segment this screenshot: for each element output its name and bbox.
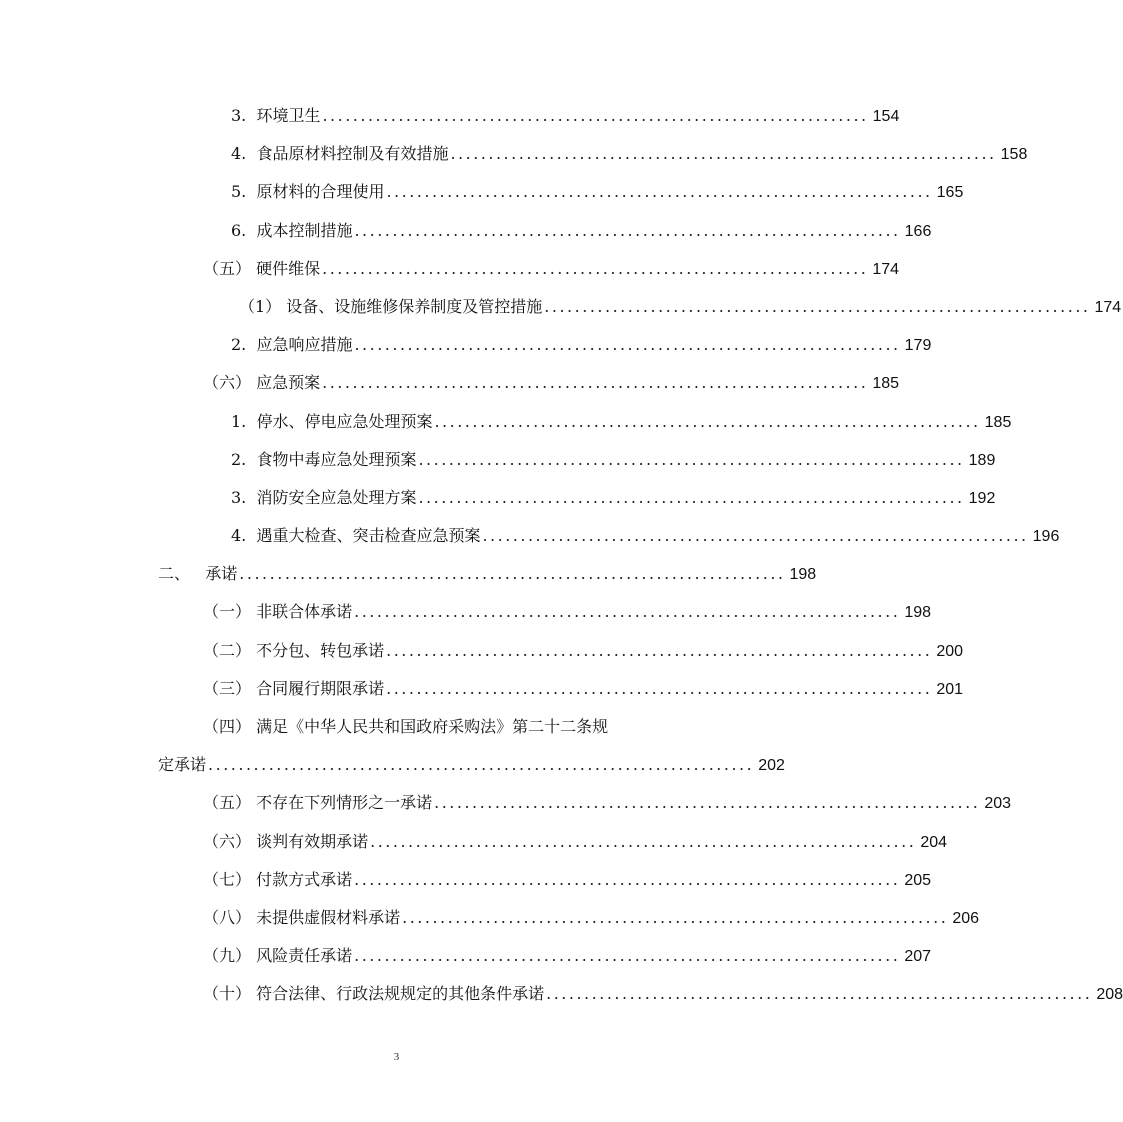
toc-entry[interactable] (0, 937, 932, 975)
toc-line[interactable] (203, 640, 964, 663)
toc-leader-dots: ........................................................................ (544, 296, 1091, 316)
toc-title: 停水、停电应急处理预案 (256, 411, 433, 431)
toc-line[interactable] (203, 907, 980, 930)
toc-number: 3. (231, 487, 247, 507)
toc-line[interactable] (203, 869, 932, 892)
toc-page-number: 203 (984, 795, 1012, 813)
toc-number: （六） (203, 831, 252, 851)
toc-number: （九） (203, 946, 252, 966)
toc-number: 4. (231, 144, 247, 164)
toc-leader-dots: ........................................................................ (434, 411, 981, 431)
toc-title: 食品原材料控制及有效措施 (256, 144, 449, 164)
toc-entry[interactable] (0, 670, 964, 708)
toc-page-number: 207 (904, 948, 932, 966)
toc-page-number: 174 (1094, 298, 1122, 316)
toc-title: 满足《中华人民共和国政府采购法》第二十二条规 (256, 717, 609, 736)
toc-leader-dots: ........................................................................ (434, 793, 981, 813)
toc-page-number: 202 (758, 757, 785, 775)
toc-leader-dots: ........................................................................ (239, 564, 786, 584)
toc-entry[interactable] (0, 250, 900, 288)
toc-leader-dots: ........................................................................ (354, 869, 901, 889)
toc-entry[interactable] (0, 479, 996, 517)
toc-entry[interactable] (0, 517, 1060, 555)
toc-page-number: 174 (872, 260, 900, 278)
table-of-contents (0, 97, 1123, 1014)
toc-number: （五） (203, 258, 252, 278)
toc-entry[interactable] (0, 823, 948, 861)
toc-leader-dots: ........................................................................ (546, 984, 1093, 1004)
toc-title: 谈判有效期承诺 (256, 831, 369, 851)
toc-page-number: 205 (904, 871, 932, 889)
toc-entry[interactable] (0, 364, 900, 402)
toc-leader-dots: ........................................................................ (322, 373, 869, 393)
toc-line[interactable] (203, 945, 932, 968)
toc-page-number: 185 (984, 413, 1012, 431)
toc-leader-dots: ........................................................................ (322, 106, 869, 125)
toc-line[interactable] (231, 411, 1012, 434)
toc-number: （五） (203, 793, 252, 813)
toc-entry[interactable] (0, 555, 817, 593)
toc-page-number: 201 (936, 680, 964, 698)
toc-page-number: 204 (920, 833, 948, 851)
toc-title: 硬件维保 (256, 258, 321, 278)
toc-title: 设备、设施维修保养制度及管控措施 (286, 296, 543, 316)
toc-title: 应急响应措施 (256, 335, 353, 355)
toc-entry[interactable] (0, 403, 1012, 441)
toc-number: 5. (231, 182, 247, 202)
toc-line[interactable] (203, 792, 1012, 815)
toc-number: （六） (203, 373, 252, 393)
toc-title: 原材料的合理使用 (256, 182, 385, 202)
toc-title: 消防安全应急处理方案 (256, 487, 417, 507)
toc-leader-dots: ........................................................................ (402, 907, 949, 927)
toc-number: 二、 (158, 564, 191, 584)
toc-page-number: 200 (936, 642, 964, 660)
toc-title: 应急预案 (256, 373, 321, 393)
toc-entry[interactable] (0, 861, 932, 899)
toc-leader-dots: ........................................................................ (418, 487, 965, 507)
toc-page-number: 198 (904, 604, 932, 622)
toc-leader-dots: ........................................................................ (418, 449, 965, 469)
toc-title: 付款方式承诺 (256, 869, 353, 889)
toc-page-number: 189 (968, 451, 996, 469)
toc-page-number: 192 (968, 489, 996, 507)
toc-title: 非联合体承诺 (256, 602, 353, 622)
toc-line[interactable] (203, 678, 964, 701)
toc-page-number: 198 (789, 566, 817, 584)
toc-leader-dots: ........................................................................ (354, 335, 901, 355)
toc-title: 不存在下列情形之一承诺 (256, 793, 433, 813)
toc-number: （一） (203, 602, 252, 622)
toc-leader-dots: ........................................................................ (354, 220, 901, 240)
toc-title: 环境卫生 (256, 106, 321, 125)
toc-number: （八） (203, 907, 252, 927)
toc-line[interactable] (203, 831, 948, 854)
toc-entry[interactable] (0, 326, 932, 364)
toc-title: 不分包、转包承诺 (256, 640, 385, 660)
toc-number: 1. (231, 411, 247, 431)
toc-entry[interactable] (0, 593, 932, 631)
toc-number: （四） (203, 717, 252, 736)
toc-title: 未提供虚假材料承诺 (256, 907, 401, 927)
toc-leader-dots: ........................................................................ (354, 602, 901, 622)
toc-entry[interactable] (0, 135, 1028, 173)
toc-line[interactable] (203, 372, 900, 395)
toc-number: 3. (231, 106, 247, 125)
toc-leader-dots: ........................................................................ (322, 258, 869, 278)
toc-title: 承诺 (205, 564, 238, 584)
toc-line[interactable] (158, 754, 785, 777)
toc-leader-dots: ........................................................................ (370, 831, 917, 851)
toc-number: （二） (203, 640, 252, 660)
toc-entry[interactable] (0, 441, 996, 479)
toc-line[interactable] (231, 181, 964, 204)
toc-page-number: 166 (904, 222, 932, 240)
toc-entry[interactable] (0, 288, 1122, 326)
toc-page-number: 196 (1032, 528, 1060, 546)
page-footer-number: 3 (393, 1051, 400, 1063)
toc-page-number: 185 (872, 375, 900, 393)
toc-leader-dots: ........................................................................ (208, 755, 755, 775)
toc-title: 成本控制措施 (256, 220, 353, 240)
toc-leader-dots: ........................................................................ (450, 144, 997, 164)
toc-line[interactable] (203, 983, 1123, 1006)
toc-title: 风险责任承诺 (256, 946, 353, 966)
toc-entry-wrapped-end[interactable] (0, 746, 793, 784)
toc-line[interactable] (231, 525, 1060, 548)
toc-line[interactable] (231, 105, 900, 128)
toc-line[interactable] (231, 449, 996, 472)
toc-entry[interactable] (0, 173, 964, 211)
toc-number: 6. (231, 220, 247, 240)
toc-page-number: 179 (904, 337, 932, 355)
toc-page-number: 158 (1000, 146, 1028, 164)
toc-leader-dots: ........................................................................ (482, 526, 1029, 546)
toc-entry-wrapped-start[interactable] (0, 708, 793, 746)
toc-number: （1） (239, 296, 282, 316)
toc-title: 遇重大检查、突击检查应急预案 (256, 526, 481, 546)
toc-line[interactable] (158, 563, 817, 586)
toc-leader-dots: ........................................................................ (386, 640, 933, 660)
toc-number: 4. (231, 526, 247, 546)
toc-leader-dots: ........................................................................ (354, 946, 901, 966)
toc-line[interactable] (231, 220, 932, 243)
toc-number: （十） (203, 984, 252, 1004)
toc-number: （七） (203, 869, 252, 889)
toc-entry[interactable] (0, 975, 1123, 1013)
toc-title: 定承诺 (158, 755, 207, 775)
toc-line[interactable] (231, 143, 1028, 166)
toc-leader-dots: ........................................................................ (386, 182, 933, 202)
toc-entry[interactable] (0, 784, 1012, 822)
toc-title: 合同履行期限承诺 (256, 678, 385, 698)
toc-line[interactable] (203, 258, 900, 281)
toc-number: 2. (231, 335, 247, 355)
toc-line[interactable] (239, 296, 1122, 319)
toc-title: 符合法律、行政法规规定的其他条件承诺 (256, 984, 545, 1004)
toc-line[interactable] (203, 716, 608, 739)
toc-line[interactable] (203, 601, 932, 624)
toc-entry[interactable] (0, 212, 932, 250)
toc-entry[interactable] (0, 899, 980, 937)
toc-line[interactable] (231, 334, 932, 357)
toc-page-number: 208 (1096, 986, 1123, 1004)
toc-number: 2. (231, 449, 247, 469)
toc-page-number: 154 (872, 108, 900, 125)
toc-line[interactable] (231, 487, 996, 510)
toc-leader-dots: ........................................................................ (386, 678, 933, 698)
toc-page-number: 165 (936, 184, 964, 202)
toc-entry[interactable] (0, 97, 900, 135)
toc-entry[interactable] (0, 632, 964, 670)
toc-number: （三） (203, 678, 252, 698)
toc-page-number: 206 (952, 909, 980, 927)
toc-title: 食物中毒应急处理预案 (256, 449, 417, 469)
